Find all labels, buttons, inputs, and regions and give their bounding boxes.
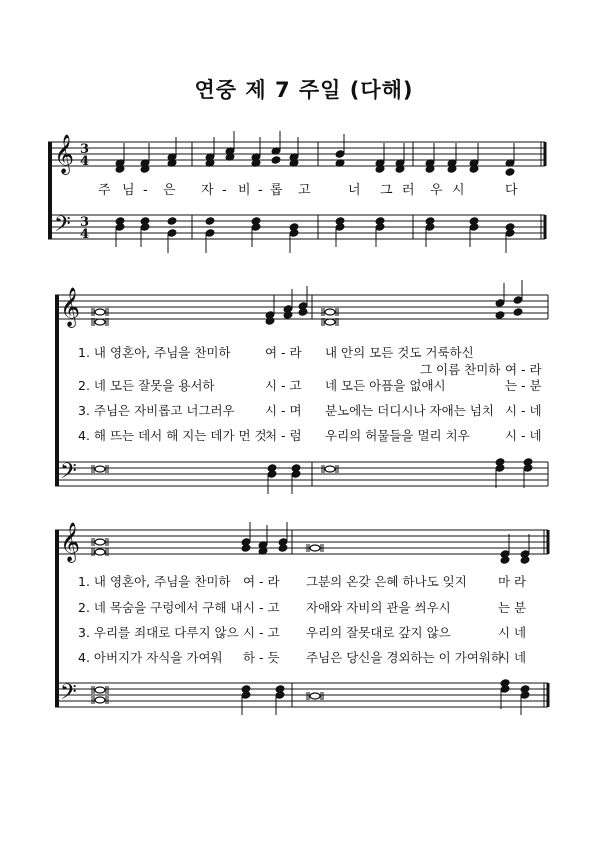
verse-1-part-d: 여 - 라 — [505, 362, 542, 377]
verse-2-part-d: 는 분 — [498, 600, 527, 615]
time-signature-top: 3 — [80, 142, 90, 157]
bass-clef-icon: 𝄢 — [60, 459, 77, 489]
verse-1-part-a: 1. 내 영혼아, 주님을 찬미하 — [78, 574, 231, 589]
lyric-syllable: 자 — [201, 183, 214, 198]
page-title: 연중 제 7 주일 (다해) — [194, 78, 414, 102]
notehead — [205, 217, 215, 225]
time-signature-bottom: 4 — [80, 227, 90, 242]
lyric-syllable: 비 — [238, 183, 251, 198]
notehead — [167, 229, 177, 237]
lyric-syllable: 그 — [380, 183, 393, 198]
breve-note — [325, 466, 335, 472]
notehead — [167, 217, 177, 225]
lyric-syllable: 우 — [430, 183, 443, 198]
verse-4-part-c: 우리의 허물들을 멀리 치우 — [325, 428, 470, 443]
verse-3-part-b: 시 - 며 — [265, 403, 302, 418]
lyric-syllable: 다 — [505, 183, 518, 198]
system-bracket — [55, 295, 59, 486]
system-bracket — [48, 142, 52, 239]
verse-2-part-b: 시 - 고 — [265, 378, 302, 393]
treble-clef-icon: 𝄞 — [60, 522, 81, 562]
notehead — [335, 150, 345, 158]
verse-2-part-c: 자애와 자비의 관을 씌우시 — [306, 600, 451, 615]
treble-clef-icon: 𝄞 — [54, 134, 75, 174]
breve-note — [310, 545, 320, 551]
verse-3-part-c: 우리의 잘못대로 갚지 않으 — [306, 625, 451, 640]
verse-2-part-a: 2. 네 목숨을 구렁에서 구해 내 — [78, 600, 243, 615]
bass-clef-icon: 𝄢 — [60, 680, 77, 710]
verse-2-part-b: 시 - 고 — [243, 600, 280, 615]
notehead — [513, 296, 523, 304]
verse-4-part-a: 4. 해 뜨는 데서 해 지는 데가 먼 것 — [78, 428, 267, 443]
breve-note — [95, 549, 105, 555]
verse-1-part-c: 내 안의 모든 것도 거룩하신 — [325, 345, 474, 360]
lyric-syllable: 님 — [122, 183, 135, 198]
breve-note — [325, 309, 335, 315]
verse-3-part-d: 시 - 네 — [505, 403, 542, 418]
verse-3-part-a: 3. 우리를 죄대로 다루지 않으 — [78, 625, 239, 640]
lyric-syllable: 롭 — [270, 183, 283, 198]
verse-4-part-c: 주님은 당신을 경외하는 이 가여워하 — [306, 650, 504, 665]
verse-3-part-b: 시 - 고 — [243, 625, 280, 640]
system-bracket — [55, 530, 59, 707]
bass-clef-icon: 𝄢 — [54, 212, 71, 242]
lyric-syllable: 너 — [348, 183, 361, 198]
breve-note — [95, 319, 105, 325]
time-signature-top: 3 — [80, 215, 90, 230]
verse-4-part-b: 하 - 듯 — [243, 650, 280, 665]
breve-note — [95, 309, 105, 315]
verse-2-part-c: 네 모든 아픔을 없애시 — [325, 378, 446, 393]
breve-note — [310, 693, 320, 699]
verse-3-part-a: 3. 주님은 자비롭고 너그러우 — [78, 403, 235, 418]
lyric-syllable: 시 — [452, 183, 465, 198]
time-signature-bottom: 4 — [80, 154, 90, 169]
verse-3-part-d: 시 네 — [498, 625, 527, 640]
lyric-syllable: 주 — [98, 183, 111, 198]
verse-4-part-d: 시 네 — [498, 650, 527, 665]
verse-1-part-b: 여 - 라 — [243, 574, 280, 589]
verse-1-part-b: 여 - 라 — [265, 345, 302, 360]
notehead — [495, 311, 505, 319]
lyric-syllable: 고 — [298, 183, 311, 198]
lyric-syllable: 은 — [163, 183, 176, 198]
verse-1-part-c2: 그 이름 찬미하 — [420, 362, 501, 377]
lyric-syllable: - — [143, 183, 148, 198]
lyric-syllable: - — [258, 183, 263, 198]
treble-clef-icon: 𝄞 — [60, 287, 81, 327]
lyric-syllable: 러 — [402, 183, 415, 198]
notehead — [513, 308, 523, 316]
verse-3-part-c: 분노에는 더디시나 자애는 넘치 — [325, 403, 494, 418]
notehead — [495, 299, 505, 307]
breve-note — [95, 466, 105, 472]
breve-note — [325, 319, 335, 325]
verse-1-part-a: 1. 내 영혼아, 주님을 찬미하 — [78, 345, 231, 360]
notehead — [505, 168, 515, 176]
verse-4-part-a: 4. 아버지가 자식을 가여워 — [78, 650, 223, 665]
verse-4-part-b: 처 - 럼 — [265, 428, 302, 443]
verse-4-part-d: 시 - 네 — [505, 428, 542, 443]
lyric-syllable: - — [222, 183, 227, 198]
verse-2-part-a: 2. 네 모든 잘못을 용서하 — [78, 378, 215, 393]
breve-note — [95, 687, 105, 693]
verse-2-part-d: 는 - 분 — [505, 378, 542, 393]
breve-note — [95, 697, 105, 703]
verse-1-part-c: 그분의 온갖 은혜 하나도 잊지 — [306, 574, 467, 589]
breve-note — [95, 539, 105, 545]
verse-1-part-d: 마 라 — [498, 574, 527, 589]
notehead — [205, 229, 215, 237]
notehead — [271, 156, 281, 164]
